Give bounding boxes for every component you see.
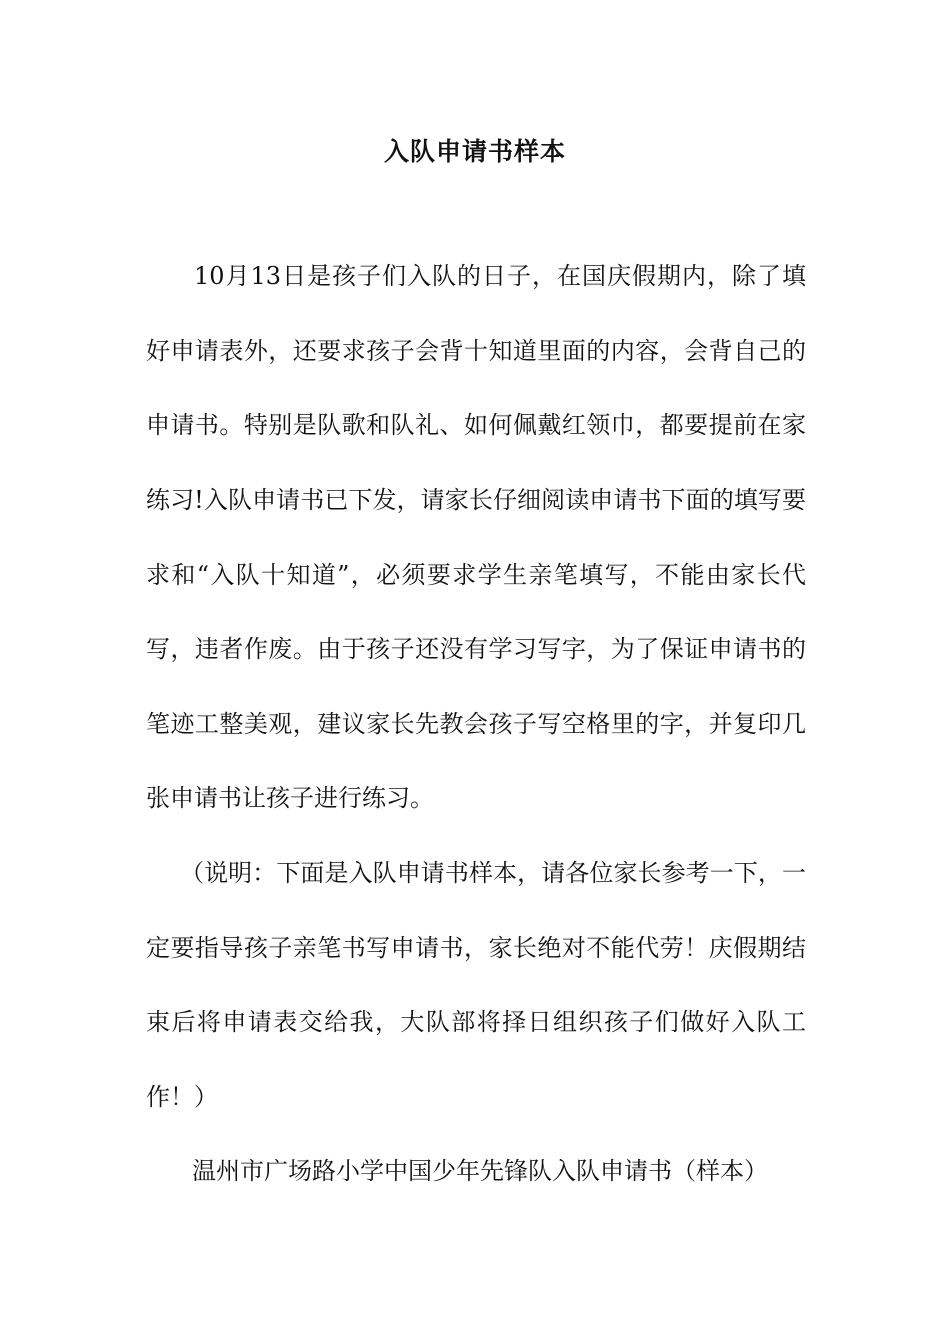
paragraph-line: 笔迹工整美观，建议家长先教会孩子写空格里的字，并复印几 — [146, 710, 806, 738]
paragraph-line: 写，违者作废。由于孩子还没有学习写字，为了保证申请书的 — [146, 635, 806, 663]
paragraph-line: 申请书。特别是队歌和队礼、如何佩戴红领巾，都要提前在家 — [146, 411, 806, 439]
note-line: 束后将申请表交给我，大队部将择日组织孩子们做好入队工 — [146, 1008, 806, 1036]
note-line: 作！） — [146, 1083, 218, 1111]
paragraph-line: 好申请表外，还要求孩子会背十知道里面的内容，会背自己的 — [146, 337, 806, 365]
document-title: 入队申请书样本 — [383, 137, 566, 166]
paragraph-line: 张申请书让孩子进行练习。 — [146, 784, 434, 812]
sample-heading: 温州市广场路小学中国少年先锋队入队申请书（样本） — [192, 1157, 768, 1185]
note-line: 定要指导孩子亲笔书写申请书，家长绝对不能代劳！庆假期结 — [146, 934, 806, 962]
paragraph-line: 练习!入队申请书已下发，请家长仔细阅读申请书下面的填写要 — [146, 486, 806, 514]
paragraph-line: 求和“入队十知道”，必须要求学生亲笔填写，不能由家长代 — [146, 561, 806, 589]
note-line: （说明：下面是入队申请书样本，请各位家长参考一下，一 — [180, 859, 806, 887]
paragraph-line: 10月13日是孩子们入队的日子，在国庆假期内，除了填 — [194, 262, 806, 290]
